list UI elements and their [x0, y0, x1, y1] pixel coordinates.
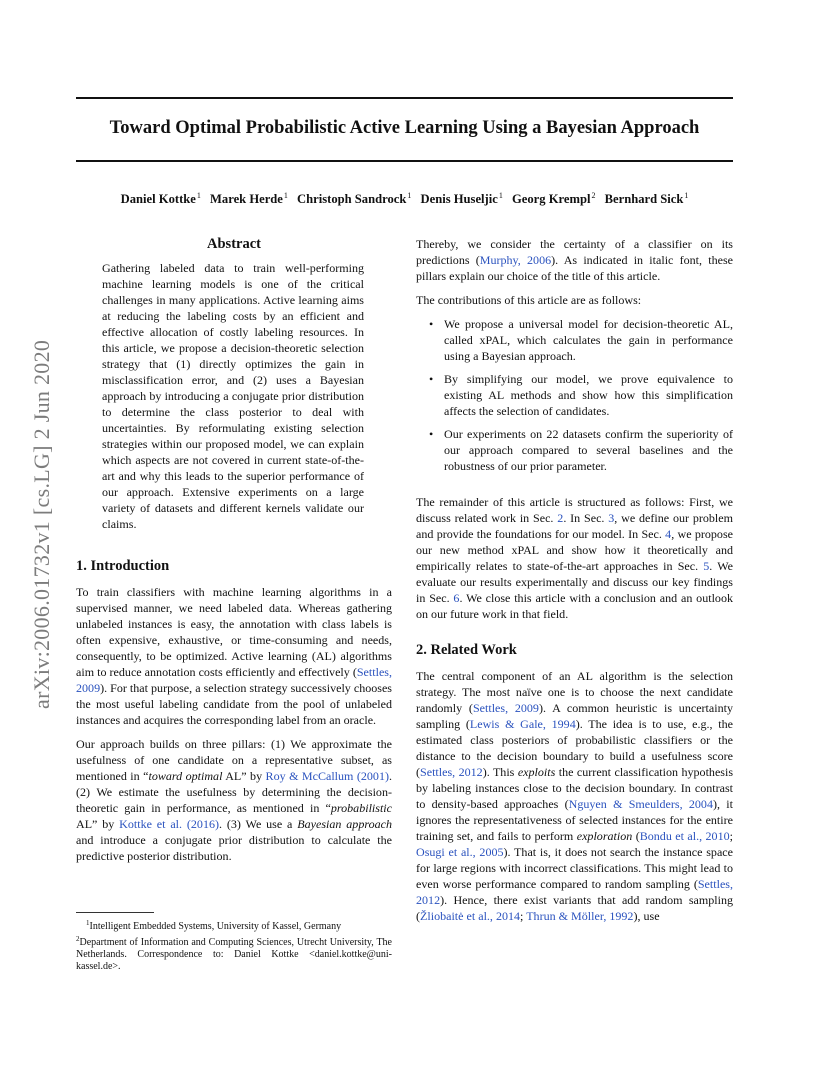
list-item: • Our experiments on 22 datasets confirm the superiority of our approach compared to several baselines and the robustness of our prior parameter.	[416, 426, 733, 474]
emphasis: toward optimal	[148, 769, 223, 783]
text: AL” by	[76, 817, 120, 831]
citation-link[interactable]: Bondu et al., 2010	[639, 829, 730, 843]
intro-paragraph	[416, 236, 733, 284]
citation-link[interactable]: Thrun & Möller, 1992	[526, 909, 634, 923]
author-affiliation-mark: 1	[283, 191, 288, 200]
emphasis: Bayesian approach	[297, 817, 393, 831]
citation-link[interactable]: Settles, 2009	[76, 665, 392, 695]
intro-paragraph	[76, 584, 392, 728]
intro-paragraph: The contributions of this article are as follows:	[416, 293, 642, 307]
text: and introduce a conjugate prior distribution to calculate the predictive posterior distribution.	[76, 833, 392, 863]
citation-link[interactable]: Osugi et al., 2005	[416, 845, 504, 859]
citation-link[interactable]: Roy & McCallum (2001)	[265, 769, 389, 783]
section-heading-introduction: 1. Introduction	[76, 558, 170, 574]
text: ), it ignores the representativeness of selected instances for the entire training set, and fails to perform	[416, 797, 733, 843]
author-affiliation-mark: 1	[196, 191, 201, 200]
text: . (2) We estimate the usefulness by determining the decision-theoretic gain in performance, as mentioned in “	[76, 769, 392, 815]
text: Intelligent Embedded Systems, University of Kassel, Germany	[89, 921, 342, 932]
text: ), use	[633, 909, 660, 923]
author	[210, 192, 288, 206]
citation-link[interactable]: Žliobaitė et al., 2014	[420, 909, 521, 923]
text: ;	[520, 909, 527, 923]
intro-paragraph	[76, 736, 392, 864]
text: ;	[729, 829, 733, 843]
citation-link[interactable]: Settles, 2012	[420, 765, 483, 779]
citation-link[interactable]: Lewis & Gale, 1994	[469, 717, 576, 731]
text: , we define our problem and provide the foundations for our model. In Sec.	[416, 511, 733, 541]
footnote-affiliation	[76, 917, 392, 933]
text: the current classification hypothesis by labeling instances close to the decision boundary. In contrast to density-based approaches (	[416, 765, 734, 811]
left-column	[76, 236, 392, 872]
text: . In Sec.	[563, 511, 609, 525]
author-affiliation-mark: 2	[591, 191, 596, 200]
author	[512, 192, 595, 206]
footnote-mark: 1	[86, 919, 90, 927]
title-bottom-rule	[76, 160, 733, 162]
abstract-heading: Abstract	[207, 236, 261, 252]
text: ). A common heuristic is uncertainty sampling (	[416, 701, 733, 731]
author	[297, 192, 411, 206]
footnote-mark: 2	[76, 935, 80, 943]
text: ). For that purpose, a selection strategy successively chooses the most useful labeling candidate from the pool of unlabeled instances and acquires the corresponding label from an oracle.	[76, 681, 392, 727]
right-column	[416, 236, 733, 932]
citation-link[interactable]: Nguyen & Smeulders, 2004	[568, 797, 713, 811]
contributions-list	[416, 316, 733, 474]
citation-link[interactable]: Settles, 2012	[416, 877, 733, 907]
author-list	[76, 191, 733, 207]
section-ref-link[interactable]: 2	[557, 511, 564, 525]
text: Thereby, we consider the certainty of a classifier on its predictions (	[416, 237, 733, 267]
text: Department of Information and Computing Sciences, Utrecht University, The Netherlands. Correspondence to: Daniel Kottke <daniel.kottke@uni-kassel.de>.	[76, 937, 392, 972]
emphasis: exploits	[517, 765, 556, 779]
text: ). Hence, there exist variants that add random sampling (	[416, 893, 733, 923]
text: . (3) We use a	[219, 817, 298, 831]
author-name: Denis Huseljic	[420, 192, 498, 206]
author	[605, 192, 689, 206]
text: (	[632, 829, 640, 843]
section-ref-link[interactable]: 4	[665, 527, 672, 541]
footnote	[76, 912, 392, 973]
text: The remainder of this article is structured as follows: First, we discuss related work in Sec.	[416, 495, 733, 525]
abstract-text: Gathering labeled data to train well-performing machine learning models is one of the critical challenges in many applications. Active learning aims at reducing the labeling costs by an efficient and effective allocation of costly labeling resources. In this article, we propose a decision-theoretic selection strategy that (1) directly optimizes the gain in misclassification error, and (2) uses a Bayesian approach by introducing a conjugate prior distribution to determine the class posterior to deal with uncertainties. By reformulating existing selection strategies within our proposed model, we can explain which aspects are not covered in current state-of-the-art and why this leads to the superior performance of our approach. Extensive experiments on a large variety of datasets and different kernels validate our claims.	[102, 261, 364, 531]
top-rule	[76, 97, 733, 99]
citation-link[interactable]: Settles, 2009	[472, 701, 539, 715]
intro-paragraph	[416, 494, 733, 622]
author-name: Bernhard Sick	[604, 192, 684, 206]
section-ref-link[interactable]: 6	[453, 591, 460, 605]
text: ). This	[482, 765, 518, 779]
citation-link[interactable]: Murphy, 2006	[479, 253, 552, 267]
section-heading-related-work: 2. Related Work	[416, 642, 517, 658]
text: ). The idea is to use, e.g., the estimated class posteriors of probabilistic classifiers or the distance to the decision boundary to build a usefulness score (	[416, 717, 733, 779]
text: , we propose our new method xPAL and show how it theoretically and empirically relates to state-of-the-art approaches in Sec.	[416, 527, 733, 573]
author-name: Christoph Sandrock	[297, 192, 407, 206]
related-paragraph	[416, 668, 733, 924]
arxiv-stamp: arXiv:2006.01732v1 [cs.LG] 2 Jun 2020	[29, 339, 54, 709]
author	[121, 192, 201, 206]
citation-link[interactable]: Kottke et al. (2016)	[119, 817, 220, 831]
footnote-rule	[76, 912, 154, 913]
author-affiliation-mark: 1	[684, 191, 689, 200]
author-affiliation-mark: 1	[498, 191, 503, 200]
section-ref-link[interactable]: 3	[608, 511, 615, 525]
text: . We close this article with a conclusion and an outlook on our future work in that field.	[416, 591, 733, 621]
text: ). That is, it does not search the instance space for large regions with incorrect classifications. This might lead to even worse performance compared to random sampling (	[416, 845, 733, 891]
text: ). As indicated in italic font, these pillars explain our choice of the title of this article.	[416, 253, 733, 283]
text: Our approach builds on three pillars: (1) We approximate the usefulness of one candidate on a representative subset, as mentioned in “	[76, 737, 392, 783]
emphasis: exploration	[576, 829, 633, 843]
text: AL” by	[222, 769, 266, 783]
text: The central component of an AL algorithm is the selection strategy. The most naïve one is to choose the next candidate randomly (	[416, 669, 733, 715]
list-item: • We propose a universal model for decision-theoretic AL, called xPAL, which calculates the gain in performance using a Bayesian approach.	[416, 316, 733, 364]
author-name: Georg Krempl	[511, 192, 591, 206]
text: . We evaluate our results experimentally and discuss our key findings in Sec.	[416, 559, 733, 605]
author-name: Marek Herde	[210, 192, 283, 206]
author	[421, 192, 503, 206]
list-item: • By simplifying our model, we prove equivalence to existing AL methods and show how this simplification affects the selection of candidates.	[416, 371, 733, 419]
paper-title: Toward Optimal Probabilistic Active Learning Using a Bayesian Approach	[109, 118, 700, 138]
emphasis: probabilistic	[330, 801, 392, 815]
footnote-affiliation	[76, 933, 392, 973]
author-name: Daniel Kottke	[120, 192, 196, 206]
author-affiliation-mark: 1	[407, 191, 412, 200]
text: To train classifiers with machine learning algorithms in a supervised manner, we need labeled data. Whereas gathering unlabeled instances is easy, the annotation with class labels is often expensive, exhaustive, or time-consuming and needs, consequently, to be optimized. Active learning (AL) algorithms aim to reduce annotation costs efficiently and effectively (	[76, 585, 392, 679]
section-ref-link[interactable]: 5	[703, 559, 710, 573]
